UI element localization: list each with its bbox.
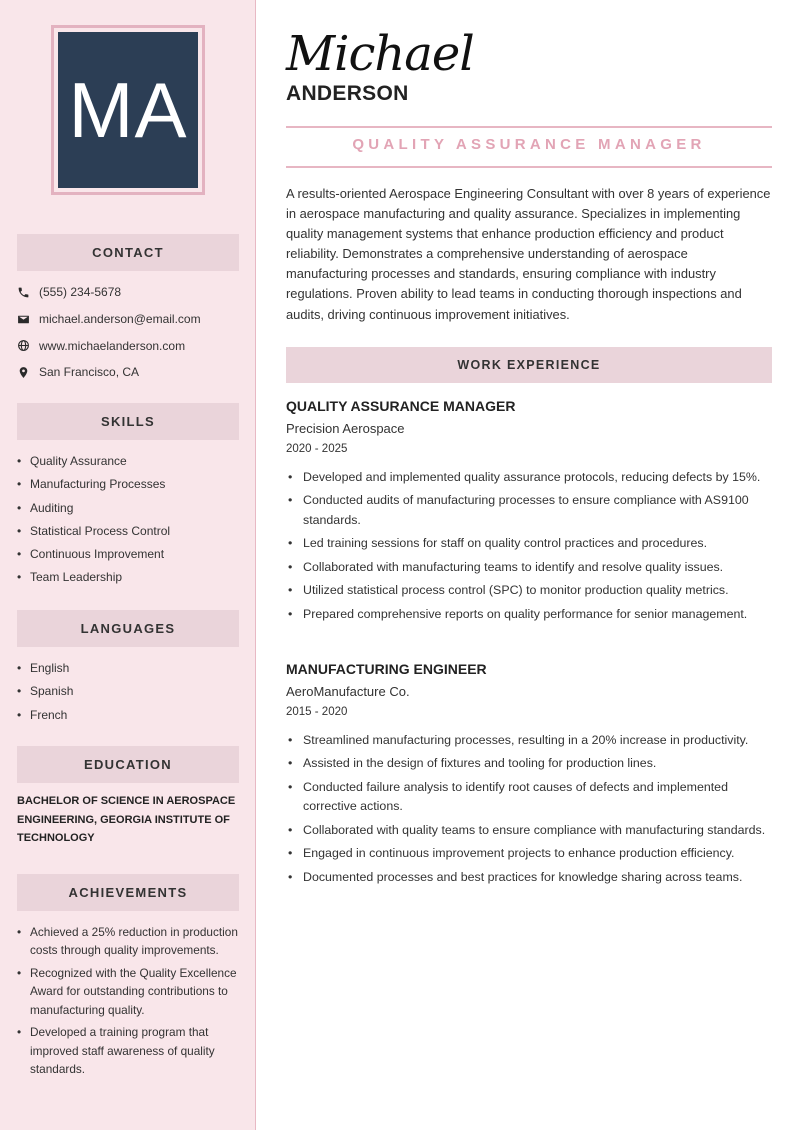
job-bullet: • Conducted failure analysis to identify root causes of defects and implemented corrective actions. [286, 778, 772, 817]
job-title: QUALITY ASSURANCE MANAGER [352, 136, 706, 153]
job-bullet: • Conducted audits of manufacturing processes to ensure compliance with AS9100 standards. [286, 491, 772, 530]
job-bullet: • Documented processes and best practices for knowledge sharing across teams. [286, 868, 772, 887]
achievement-item: • Developed a training program that improved staff awareness of quality standards. [17, 1023, 245, 1078]
job-company: Precision Aerospace [286, 421, 405, 436]
monogram: MA [58, 32, 198, 188]
job-bullet: • Prepared comprehensive reports on quality performance for senior management. [286, 605, 772, 624]
job-role: QUALITY ASSURANCE MANAGER [286, 398, 516, 414]
job-entry [286, 398, 772, 628]
job-bullet: • Engaged in continuous improvement projects to enhance production efficiency. [286, 844, 772, 863]
job-bullet: • Developed and implemented quality assurance protocols, reducing defects by 15%. [286, 468, 772, 487]
job-bullet: • Collaborated with quality teams to ensure compliance with manufacturing standards. [286, 821, 772, 840]
title-rule-bottom [286, 166, 772, 168]
website-text: www.michaelanderson.com [39, 338, 186, 353]
work-experience-heading: WORK EXPERIENCE [286, 347, 772, 383]
contact-item [17, 332, 247, 359]
job-years: 2020 - 2025 [286, 443, 348, 455]
sidebar [0, 0, 256, 1130]
job-company: AeroManufacture Co. [286, 684, 410, 699]
skill-item: • Continuous Improvement [17, 547, 245, 570]
skill-item: • Auditing [17, 501, 245, 524]
location-pin-icon [17, 366, 30, 379]
contact-item [17, 359, 247, 386]
language-item: • Spanish [17, 684, 245, 707]
achievement-item: • Achieved a 25% reduction in production costs through quality improvements. [17, 923, 245, 960]
job-bullets [286, 468, 772, 624]
summary: A results-oriented Aerospace Engineering Consultant with over 8 years of experience in aerospace manufacturing and quality assurance. Specializes in implementing quality management systems that enhance production efficiency and product reliability. Demonstrates a comprehensive understanding of aerospace manufacturing processes and standards, ensuring compliance with industry regulations. Proven ability to lead teams in conducting thorough inspections and audits, driving continuous improvement initiatives. [286, 186, 771, 322]
job-entry [286, 661, 772, 891]
job-bullet: • Utilized statistical process control (SPC) to monitor production quality metrics. [286, 581, 772, 600]
skill-item: • Team Leadership [17, 570, 245, 593]
job-years: 2015 - 2020 [286, 706, 348, 718]
languages-heading: LANGUAGES [17, 610, 239, 647]
education-heading: EDUCATION [17, 746, 239, 783]
language-item: • English [17, 661, 245, 684]
job-role: MANUFACTURING ENGINEER [286, 661, 487, 677]
skills-list [17, 454, 245, 594]
phone-icon [17, 286, 30, 299]
contact-item [17, 306, 247, 333]
skill-item: • Quality Assurance [17, 454, 245, 477]
title-rule-top [286, 126, 772, 128]
last-name: ANDERSON [286, 82, 409, 105]
first-name: Michael [286, 26, 474, 82]
phone-text: (555) 234-5678 [39, 285, 122, 300]
achievement-item: • Recognized with the Quality Excellence Award for outstanding contributions to manufacturing quality. [17, 964, 245, 1019]
contact-heading: CONTACT [17, 234, 239, 271]
job-bullet: • Collaborated with manufacturing teams to identify and resolve quality issues. [286, 558, 772, 577]
location-text: San Francisco, CA [39, 365, 140, 380]
language-item: • French [17, 708, 245, 731]
job-bullets [286, 731, 772, 887]
education-entry: BACHELOR OF SCIENCE IN AEROSPACE ENGINEERING, GEORGIA INSTITUTE OF TECHNOLOGY [17, 795, 236, 844]
languages-list [17, 661, 245, 731]
contact-item [17, 279, 247, 306]
monogram-frame [51, 25, 205, 195]
email-text: michael.anderson@email.com [39, 312, 201, 327]
globe-icon [17, 339, 30, 352]
email-icon [17, 313, 30, 326]
job-bullet: • Assisted in the design of fixtures and tooling for production lines. [286, 754, 772, 773]
skills-heading: SKILLS [17, 403, 239, 440]
skill-item: • Manufacturing Processes [17, 477, 245, 500]
job-bullet: • Led training sessions for staff on quality control practices and procedures. [286, 534, 772, 553]
job-bullet: • Streamlined manufacturing processes, resulting in a 20% increase in productivity. [286, 731, 772, 750]
contact-list [17, 279, 247, 386]
achievements-list [17, 923, 245, 1083]
skill-item: • Statistical Process Control [17, 524, 245, 547]
achievements-heading: ACHIEVEMENTS [17, 874, 239, 911]
